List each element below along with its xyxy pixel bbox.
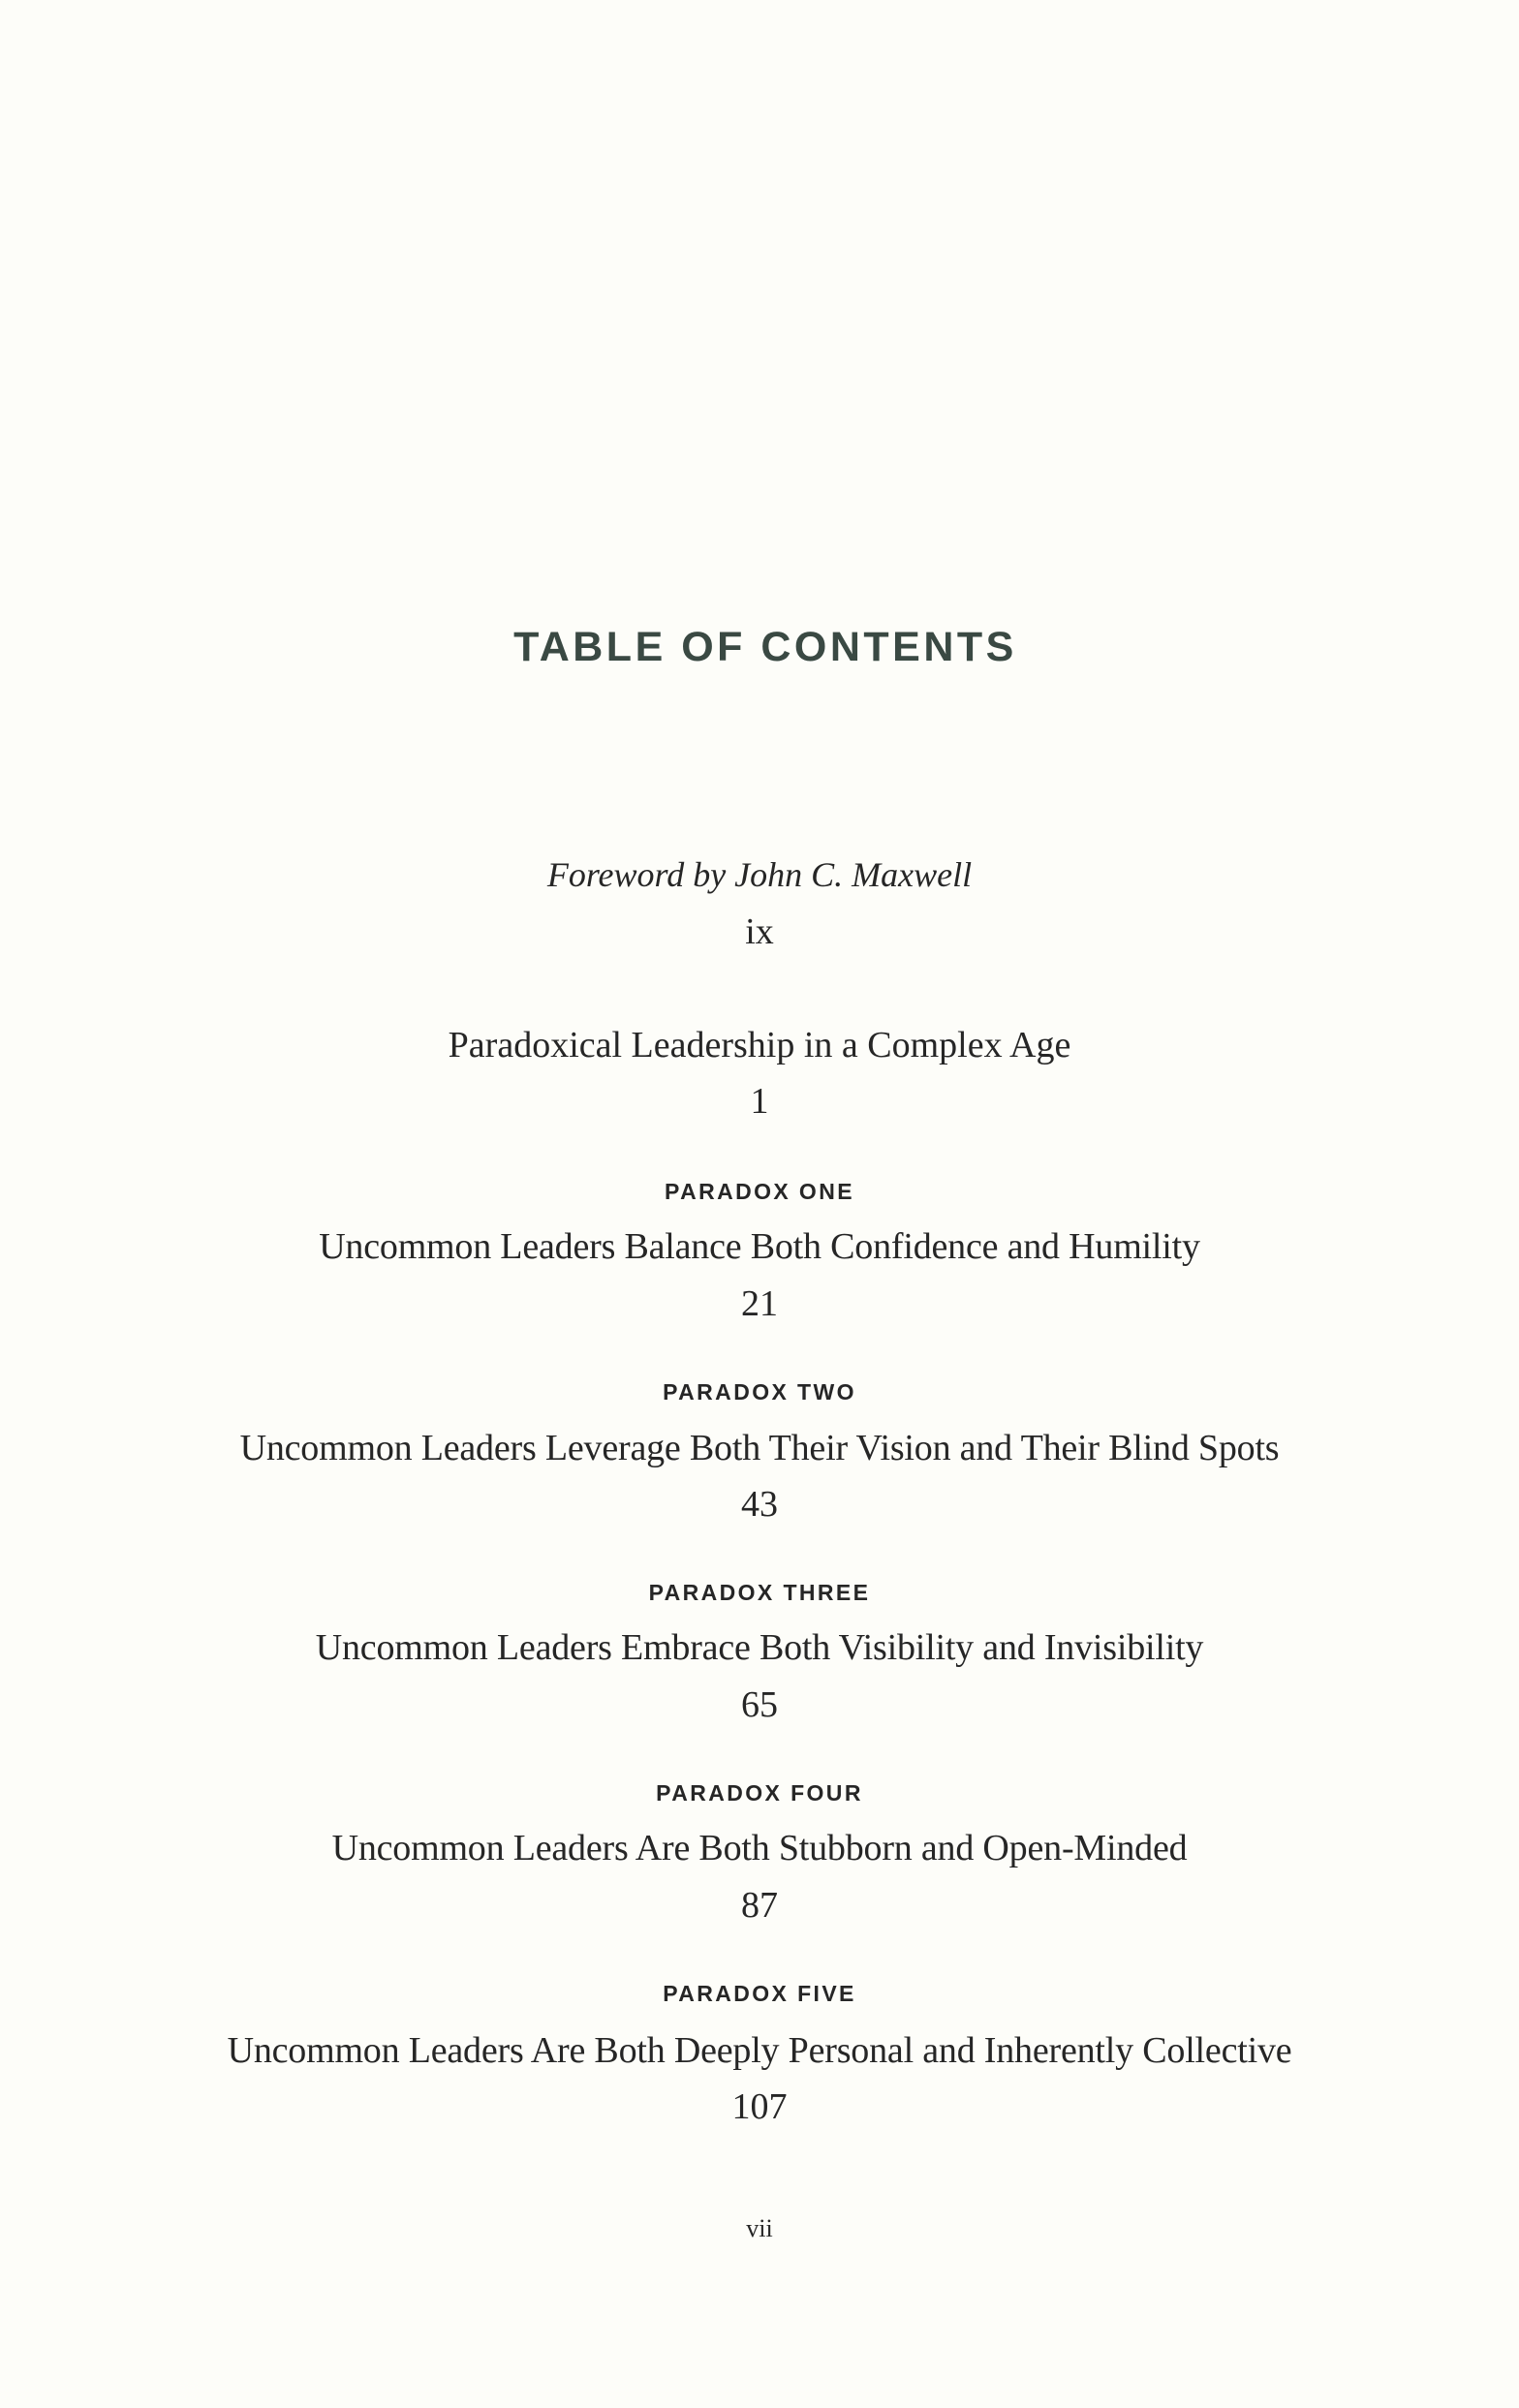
toc-entry-foreword-page: ix [745,911,774,952]
toc-entry-introduction-title: Paradoxical Leadership in a Complex Age [448,1025,1071,1065]
toc-entry-paradox-five-label: PARADOX FIVE [663,1981,856,2006]
toc-entry-paradox-two-label: PARADOX TWO [663,1379,856,1405]
toc-entry-introduction-page: 1 [750,1081,769,1122]
toc-entry-paradox-two-page: 43 [741,1484,778,1525]
toc-entry-paradox-two-title: Uncommon Leaders Leverage Both Their Vision and Their Blind Spots [239,1428,1280,1468]
toc-entry-paradox-one-title: Uncommon Leaders Balance Both Confidence and Humility [319,1226,1200,1267]
toc-entry-paradox-three-page: 65 [741,1684,778,1725]
toc-entry-paradox-four-label: PARADOX FOUR [656,1780,863,1806]
toc-entry-paradox-five-page: 107 [731,2086,788,2127]
toc-entry-paradox-three-label: PARADOX THREE [648,1580,871,1605]
toc-entry-paradox-five-title: Uncommon Leaders Are Both Deeply Personal and Inherently Collective [227,2030,1292,2071]
page-number: vii [746,2214,773,2242]
toc-entry-paradox-four-title: Uncommon Leaders Are Both Stubborn and Open-Minded [331,1828,1188,1868]
toc-entry-paradox-four-page: 87 [741,1885,778,1926]
toc-entry-paradox-three-title: Uncommon Leaders Embrace Both Visibility and Invisibility [315,1627,1204,1668]
toc-entry-paradox-one-label: PARADOX ONE [665,1179,854,1204]
toc-entry-foreword-title: Foreword by John C. Maxwell [546,855,973,894]
page-title: TABLE OF CONTENTS [513,624,1017,670]
toc-entry-paradox-one-page: 21 [741,1283,778,1324]
